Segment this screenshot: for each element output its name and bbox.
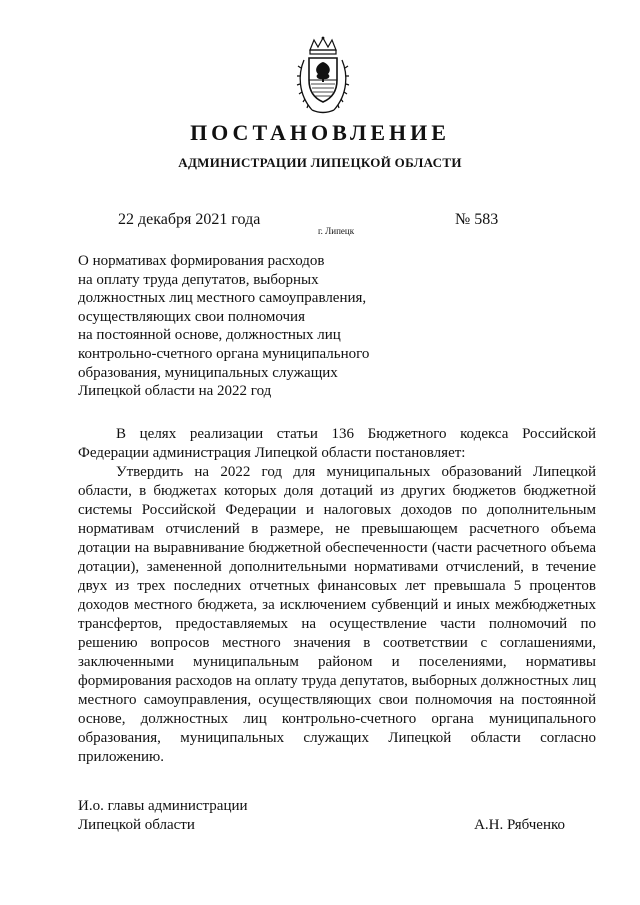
subject-line: Липецкой области на 2022 год <box>78 383 272 400</box>
subject-line: О нормативах формирования расходов <box>78 253 325 269</box>
document-subject <box>78 252 408 401</box>
document-number: № 583 <box>455 211 499 228</box>
subject-line: контрольно-счетного органа муниципального <box>78 345 370 362</box>
resolution-paragraph: Утвердить на 2022 год для муниципальных образований Липецкой области, в бюджетах которых доля дотаций из других бюджетов бюджетной системы Российской Федерации и налоговых доходов по дополнительным нормативам отчислений в размере, не превышающем расчетного объема дотации на выравнивание бюджетной обеспеченности (части расчетного объема дотации), замененной дополнительными нормативами отчислений, в течение двух из трех последних отчетных финансовых лет превышала 5 процентов доходов местного бюджета, за исключением субвенций и иных межбюджетных трансфертов, предоставляемых на осуществление части полномочий по решению вопросов местного значения в соответствии с соглашениями, заключенными муниципальным районом и поселениями, нормативы формирования расходов на оплату труда депутатов, выборных должностных лиц местного самоуправления, осуществляющих свои полномочия на постоянной основе, должностных лиц контрольно-счетного органа муниципального образования, муниципальных служащих Липецкой области согласно приложению. <box>78 464 596 765</box>
subject-line: на оплату труда депутатов, выборных <box>78 271 319 288</box>
subject-line: должностных лиц местного самоуправления, <box>78 290 367 307</box>
subject-line: образования, муниципальных служащих <box>78 364 338 381</box>
signatory-position-line1: И.о. главы администрации <box>78 798 248 814</box>
signatory-position-line2: Липецкой области <box>78 817 195 833</box>
document-date: 22 декабря 2021 года <box>118 211 261 228</box>
signatory-name: А.Н. Рябченко <box>474 817 565 833</box>
preamble-paragraph: В целях реализации статьи 136 Бюджетного кодекса Российской Федерации администрация Липецкой области постановляет: <box>78 426 596 461</box>
document-place: г. Липецк <box>318 226 355 236</box>
document-title: ПОСТАНОВЛЕНИЕ <box>190 120 450 145</box>
subject-line: на постоянной основе, должностных лиц <box>78 327 341 344</box>
coat-of-arms-icon <box>296 36 350 116</box>
subject-line: осуществляющих свои полномочия <box>78 308 305 325</box>
issuing-authority: АДМИНИСТРАЦИИ ЛИПЕЦКОЙ ОБЛАСТИ <box>178 155 462 170</box>
signature-block <box>78 797 565 835</box>
document-body <box>78 425 596 767</box>
